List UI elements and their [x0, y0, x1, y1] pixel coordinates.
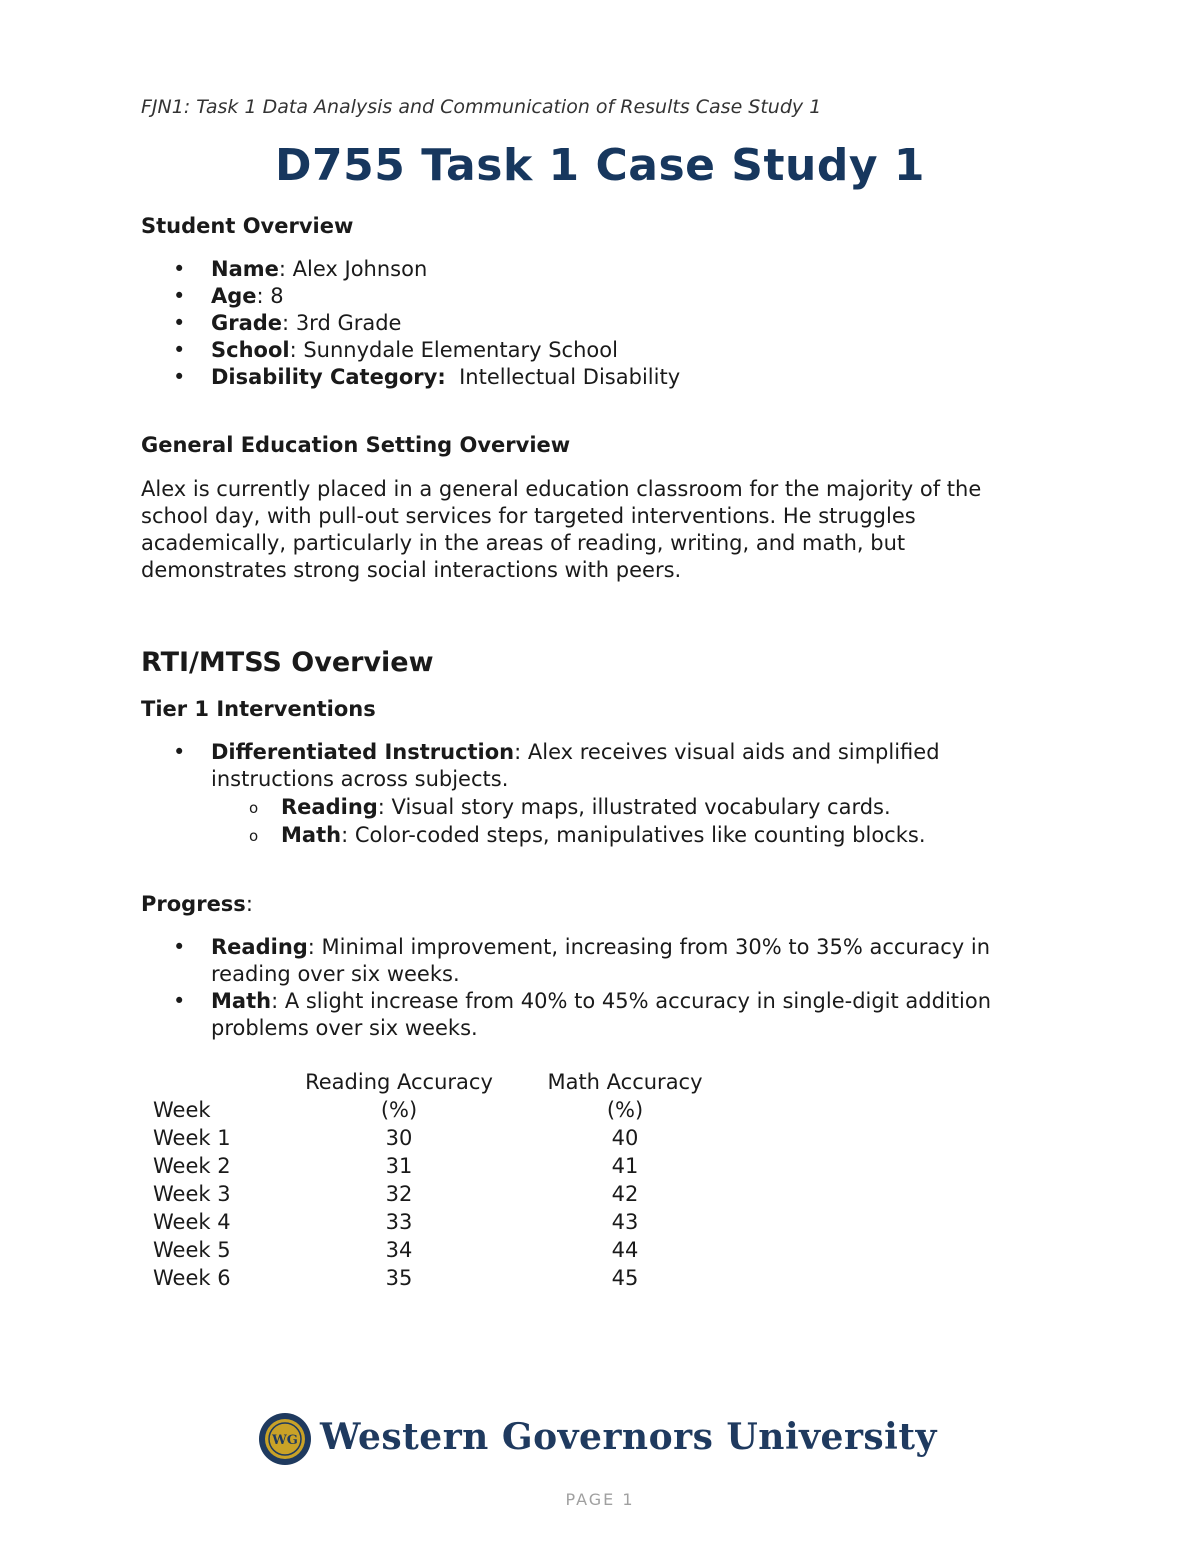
gen-ed-paragraph: Alex is currently placed in a general education classroom for the majority of the school day, with pull-out services for targeted interventions. He struggles academically, particularly in the areas of reading, writing, and math, but demonstrates strong social interactions with peers.	[141, 477, 982, 582]
bullet-icon: •	[173, 740, 186, 764]
list-item: • Disability Category: Intellectual Disability	[173, 365, 681, 389]
list-item: • Reading: Minimal improvement, increasing from 30% to 35% accuracy in reading over six weeks.	[173, 935, 991, 986]
svg-text:WG: WG	[272, 1433, 298, 1448]
progress-list	[141, 934, 991, 1042]
document-header: FJN1: Task 1 Data Analysis and Communication of Results Case Study 1	[141, 96, 822, 118]
wgu-logo	[258, 1412, 937, 1468]
list-item: • Differentiated Instruction: Alex receives visual aids and simplified instructions across subjects. o Reading: Visual story maps, illustrated vocabulary cards. o Math: Color-coded steps, manipulatives like counting blocks.	[141, 739, 940, 849]
student-info-list	[141, 256, 680, 391]
sub-list-item: o Reading: Visual story maps, illustrated vocabulary cards.	[211, 793, 940, 821]
circle-bullet-icon: o	[249, 799, 259, 817]
rti-heading: RTI/MTSS Overview	[141, 647, 434, 678]
reading-col-header: Reading Accuracy	[305, 1070, 493, 1094]
bullet-icon: •	[173, 338, 186, 362]
table-row: Week 1 30 40	[153, 1126, 639, 1150]
tier1-list	[141, 739, 940, 849]
bullet-icon: •	[173, 935, 186, 959]
page-number: PAGE 1	[565, 1490, 635, 1509]
gen-ed-heading: General Education Setting Overview	[141, 433, 571, 457]
list-item: • School: Sunnydale Elementary School	[173, 338, 618, 362]
list-item: • Name: Alex Johnson	[173, 257, 428, 281]
university-seal-icon	[258, 1412, 312, 1466]
bullet-icon: •	[173, 365, 186, 389]
tier1-sublist	[211, 793, 940, 849]
circle-bullet-icon: o	[249, 827, 259, 845]
bullet-icon: •	[173, 257, 186, 281]
list-item: • Grade: 3rd Grade	[173, 311, 402, 335]
table-header-row: Week (%) (%)	[141, 1094, 733, 1122]
bullet-icon: •	[173, 311, 186, 335]
table-row: Week 6 35 45	[153, 1266, 639, 1290]
table-row: Week 3 32 42	[153, 1182, 639, 1206]
list-item: • Age: 8	[173, 284, 284, 308]
university-name: Western Governors University	[320, 1416, 937, 1458]
table-row: Week 5 34 44	[153, 1238, 639, 1262]
week-col-header: Week	[153, 1098, 211, 1122]
bullet-icon: •	[173, 989, 186, 1013]
table-row: Week 2 31 41	[153, 1154, 639, 1178]
table-header-row	[141, 1066, 733, 1094]
tier1-heading: Tier 1 Interventions	[141, 697, 376, 721]
accuracy-table	[141, 1066, 733, 1290]
page-title: D755 Task 1 Case Study 1	[275, 140, 925, 191]
bullet-icon: •	[173, 284, 186, 308]
student-overview-heading: Student Overview	[141, 214, 354, 238]
math-col-header: Math Accuracy	[547, 1070, 703, 1094]
list-item: • Math: A slight increase from 40% to 45% accuracy in single-digit addition problems over six weeks.	[173, 989, 992, 1040]
progress-heading: Progress:	[141, 892, 253, 916]
sub-list-item: o Math: Color-coded steps, manipulatives like counting blocks.	[211, 821, 940, 849]
table-row: Week 4 33 43	[153, 1210, 639, 1234]
